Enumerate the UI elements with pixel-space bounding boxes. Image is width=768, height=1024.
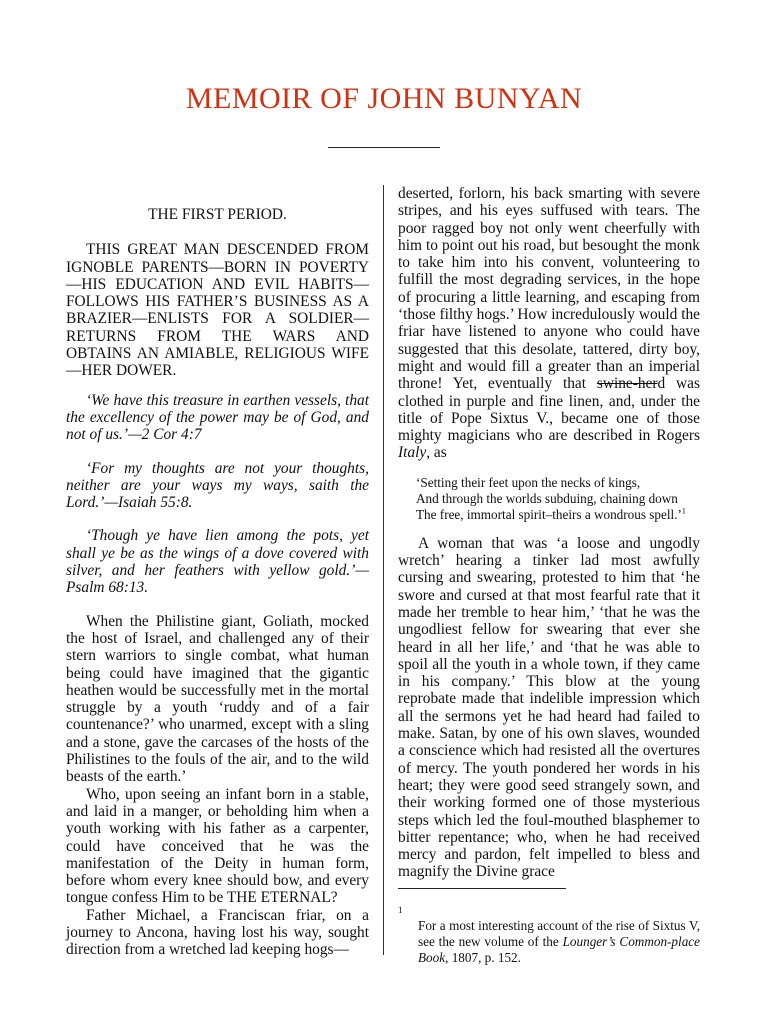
paragraph-sixtus-text-c: , as	[426, 444, 447, 462]
footnote	[398, 905, 700, 979]
left-column	[66, 185, 369, 959]
paragraph-goliath: When the Philistine giant, Goliath, mocked the host of Israel, and challenged any of their stern warriors to single combat, what human being could have imagined that the gigantic heathen would be successfully met in the mortal struggle by a youth ‘ruddy and of a fair countenance?’ who unarmed, except with a sling and a stone, gave the carcases of the hosts of the Philistines to the fouls of the air, and to the wild beasts of the earth.’	[66, 612, 369, 786]
chapter-summary: THIS GREAT MAN DESCENDED FROM IGNOBLE PARENTS—BORN IN POVERTY—HIS EDUCATION AND EVIL HABITS—FOLLOWS HIS FATHER’S BUSINESS AS A BRAZIER—ENLISTS FOR A SOLDIER—RETURNS FROM THE WARS AND OBTAINS AN AMIABLE, RELIGIOUS WIFE—HER DOWER.	[66, 241, 369, 380]
paragraph-sixtus	[398, 185, 700, 462]
verse-line: ‘Setting their feet upon the necks of kings,	[416, 474, 641, 490]
footnote-book-title: Lounger’s Common-place Book	[418, 934, 700, 966]
footnote-rule	[398, 888, 566, 889]
paragraph-tinker: A woman that was ‘a loose and ungodly wretch’ hearing a tinker lad most awfully cursing and swearing, protested to him that ‘he swore and cursed at that most fearful rate that it made her tremble to hear him,’ ‘that he was the ungodliest fellow for swearing that ever she heard in all her life,’ and ‘that he was able to spoil all the youth in a whole town, if they came in his company.’ This blow at the young reprobate made that indelible impression which all the sermons yet he had heard had failed to make. Satan, by one of his own slaves, wounded a conscience which had resisted all the overtures of mercy. The youth pondered her words in his heart; they were good seed strangely sown, and their working formed one of those mysterious steps which led the foul-mouthed blasphemer to bitter repentance; who, when he had received mercy and pardon, felt impelled to bless and magnify the Divine grace	[398, 534, 700, 881]
right-column	[398, 185, 700, 881]
page-title: MEMOIR OF JOHN BUNYAN	[185, 82, 583, 115]
footnote-mark: 1	[398, 905, 403, 915]
footnote-text: For a most interesting account of the rise of Sixtus V, see the new volume of the Lounger’s Common-place Book, 1807, p. 152.	[418, 918, 700, 966]
verse-quote	[416, 475, 700, 523]
paragraph-sixtus-text-b: d was clothed in purple and fine linen, and, under the title of Pope Sixtus V., became one of those mighty magicians who are described in Rogers	[398, 375, 700, 445]
paragraph-infant: Who, upon seeing an infant born in a stable, and laid in a manger, or beholding him when a youth working with his father as a carpenter, could have conceived that he was the manifestation of the Deity in human form, before whom every knee should bow, and every tongue confess Him to be THE ETERNAL?	[66, 785, 369, 907]
epigraph-2-cor: ‘We have this treasure in earthen vessels, that the excellency of the power may be of God, and not of us.’—2 Cor 4:7	[66, 391, 369, 444]
italy-title: Italy	[398, 444, 427, 462]
footnote-reference[interactable]: 1	[681, 506, 686, 516]
verse-line: The free, immortal spirit–theirs a wondrous spell.’$^1$	[416, 506, 686, 522]
epigraph-isaiah: ‘For my thoughts are not your thoughts, neither are your ways my ways, saith the Lord.’—Isaiah 55:8.	[66, 459, 369, 512]
title-rule	[328, 147, 440, 148]
paragraph-sixtus-text-a: deserted, forlorn, his back smarting with severe stripes, and his eyes suffused with tears. The poor ragged boy not only went cheerfully with him to point out his road, but besought the monk to take him into his convent, volunteering to fulfill the most degrading services, in the hope of procuring a little learning, and escaping from ‘those filthy hogs.’ How incredulously would the friar have listened to anyone who could have suggested that this desolate, tattered, dirty boy, might and would fill a greater than an imperial throne! Yet, eventually that	[398, 185, 700, 393]
struck-text: swine-her	[596, 375, 658, 393]
column-divider	[383, 185, 384, 955]
paragraph-father-michael: Father Michael, a Franciscan friar, on a journey to Ancona, having lost his way, sought direction from a wretched lad keeping hogs—	[66, 906, 369, 959]
period-heading: THE FIRST PERIOD.	[148, 206, 287, 223]
epigraph-psalm: ‘Though ye have lien among the pots, yet shall ye be as the wings of a dove covered with silver, and her feathers with yellow gold.’—Psalm 68:13.	[66, 527, 369, 597]
verse-line: And through the worlds subduing, chaining down	[416, 490, 678, 506]
